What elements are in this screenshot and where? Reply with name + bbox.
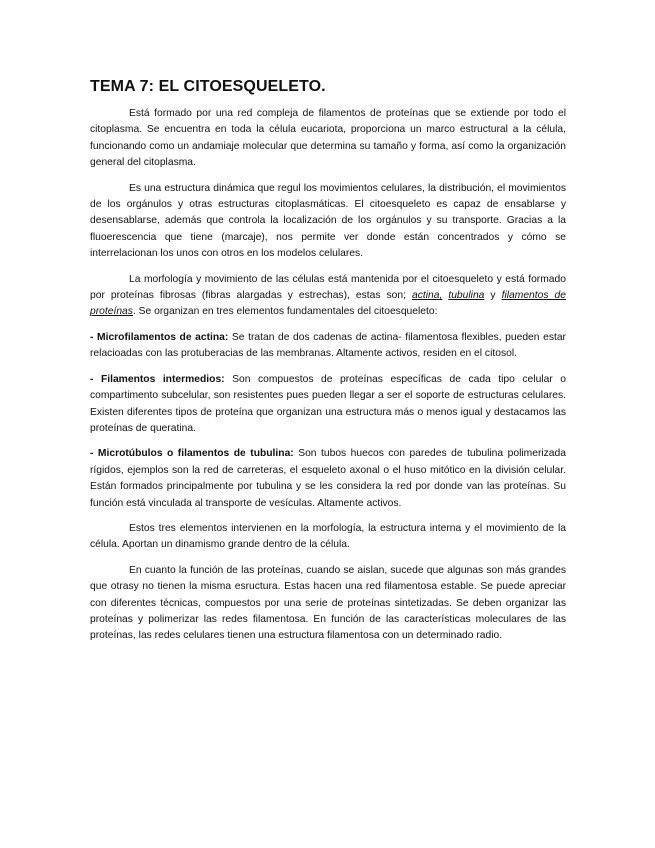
microfilaments-text: Se tratan de dos cadenas de actina- filamentosa flexibles, pueden estar relacioadas con las protuberacias de las membranas. Altamente activos, residen en el citosol. [90, 331, 566, 360]
term-actina: actina, [411, 290, 443, 302]
paragraph-microfilaments [90, 330, 566, 363]
paragraph-elements-summary: Estos tres elementos intervienen en la morfología, la estructura interna y el movimiento de la célula. Aportan un dinamismo grande dentro de la célula. [90, 522, 566, 551]
intermediate-filaments-heading: - Filamentos intermedios: [90, 373, 225, 385]
paragraph-intermediate-filaments [90, 372, 566, 438]
intermediate-filaments-text: Son compuestos de proteínas específicas de cada tipo celular o compartimento subcelular, son resistentes pues pueden llegar a ser el soporte de estructuras celulares. Existen diferentes tipos de proteína que organizan una estructura más o menos igual y destacamos las proteínas de queratina. [90, 373, 566, 434]
morphology-text-end: . Se organizan en tres elementos fundamentales del citoesqueleto: [132, 306, 438, 318]
paragraph-microtubules [90, 446, 566, 512]
morphology-text-y: y [484, 290, 502, 302]
microtubules-text: Son tubos huecos con paredes de tubulina polimerizada rígidos, ejemplos son la red de carreteras, el esqueleto axonal o el huso mitótico en la división celular. Están formados principalmente por tubulina y se les considera la red por donde van las proteínas. Su función está vinculada al transporte de vesículas. Altamente activos. [90, 448, 566, 509]
paragraph-morphology [90, 272, 566, 321]
document-page [90, 78, 566, 654]
paragraph-dynamics: Es una estructura dinámica que regul los movimientos celulares, la distribución, el movimientos de los orgánulos y otras estructuras citoplasmáticas. El citoesqueleto es capaz de ensablarse y desensablarse, además que controla la localización de los orgánulos y su transporte. Gracias a la fluoerescencia que tiene (marcaje), nos permite ver donde están concentrados y cómo se interrelacionan los unos con otros en los modelos celulares. [90, 182, 566, 260]
microtubules-heading: - Microtúbulos o filamentos de tubulina: [90, 448, 294, 460]
morphology-text-start: La morfología y movimiento de las células está mantenida por el citoesqueleto y está formado por proteínas fibrosas (fibras alargadas y estrechas), estas son; [90, 273, 566, 302]
paragraph-protein-function: En cuanto la función de las proteínas, cuando se aislan, sucede que algunas son más grandes que otrasy no tienen la misma esructura. Estas hacen una red filamentosa estable. Se puede apreciar con diferentes técnicas, compuestos por una serie de proteínas sintetizadas. Se deben organizar las proteínas y polimerizar las redes filamentosa. En función de las características moleculares de las proteínas, las redes celulares tienen una estructura filamentosa con un determinado radio. [90, 564, 566, 642]
page-title: TEMA 7: EL CITOESQUELETO. [90, 78, 326, 95]
term-tubulina: tubulina [448, 290, 485, 302]
term-filamentos-de-proteinas: filamentos de proteínas [90, 290, 566, 318]
paragraph-definition: Está formado por una red compleja de filamentos de proteínas que se extiende por todo el citoplasma. Se encuentra en toda la célula eucariota, proporciona un marco estructural a la célula, funcionando como un andamiaje molecular que determina su tamaño y forma, así como la organización general del citoplasma. [90, 108, 566, 169]
microfilaments-heading: - Microfilamentos de actina: [90, 331, 229, 343]
